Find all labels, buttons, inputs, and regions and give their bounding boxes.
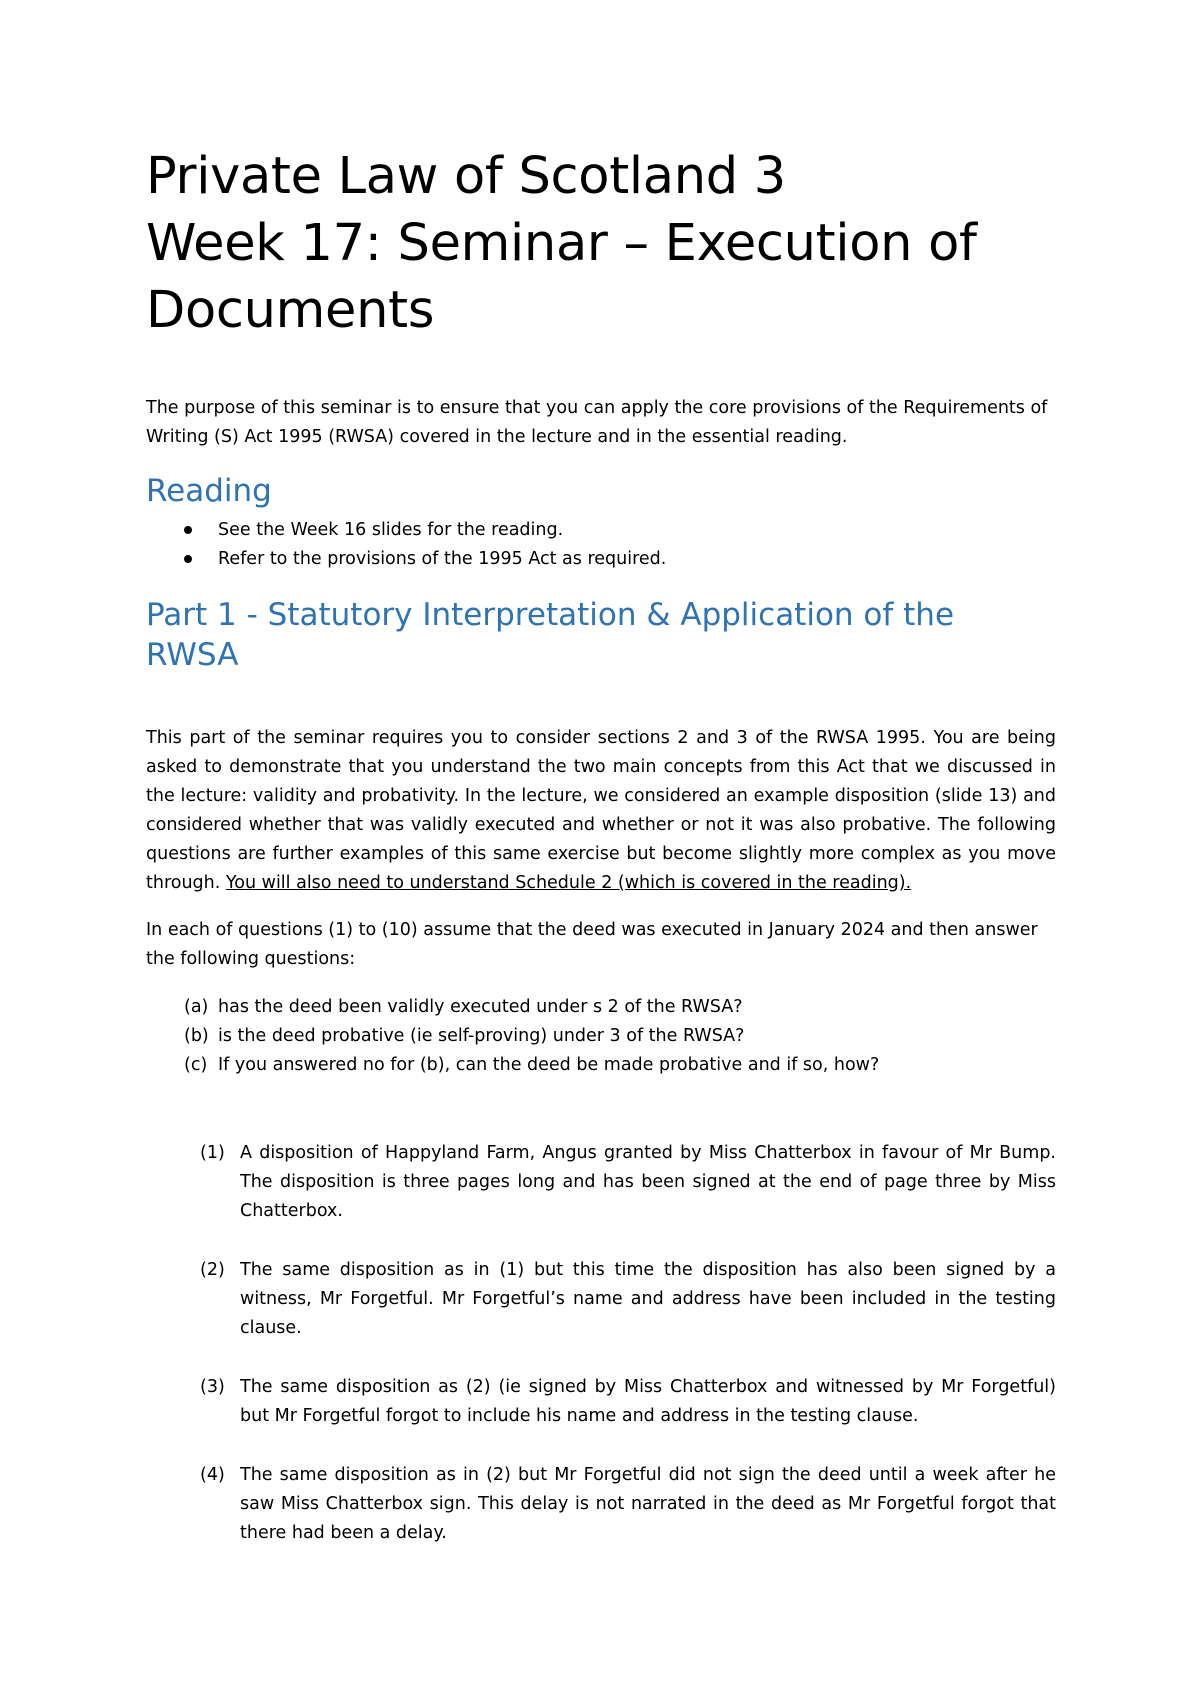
list-item: [146, 1051, 879, 1080]
schedule-2-note: You will also need to understand Schedule 2 (which is covered in the reading).: [225, 873, 912, 893]
list-marker: (a): [184, 997, 209, 1017]
sub-question-list: [146, 993, 879, 1080]
document-title: [146, 143, 1066, 344]
question-1: [200, 1139, 1056, 1226]
question-number: (2): [200, 1260, 225, 1280]
title-line-2: Week 17: Seminar – Execution of: [146, 214, 977, 273]
bullet-icon: [184, 526, 192, 534]
list-item: [146, 516, 666, 545]
reading-bullet-list: [146, 516, 666, 574]
question-2: [200, 1256, 1056, 1343]
part1-heading: Part 1 - Statutory Interpretation & Application of the RWSA: [146, 597, 955, 673]
sub-question-text: If you answered no for (b), can the deed be made probative and if so, how?: [218, 1055, 880, 1075]
intro-paragraph: The purpose of this seminar is to ensure that you can apply the core provisions of the Requirements of Writing (S) Act 1995 (RWSA) covered in the lecture and in the essential reading.: [146, 398, 1048, 447]
title-line-3: Documents: [146, 281, 435, 340]
question-text: The same disposition as in (1) but this time the disposition has also been signed by a witness, Mr Forgetful. Mr Forgetful’s name and address have been included in the testing clause.: [240, 1260, 1056, 1338]
sub-question-text: is the deed probative (ie self-proving) under 3 of the RWSA?: [218, 1026, 745, 1046]
part1-paragraph-1-text: This part of the seminar requires you to consider sections 2 and 3 of the RWSA 1995. You are being asked to demonstrate that you understand the two main concepts from this Act that we discussed in the lecture: validity and probativity. In the lecture, we considered an example disposition (slide 13) and considered whether that was validly executed and whether or not it was also probative. The following questions are further examples of this same exercise but become slightly more complex as you move through.: [146, 728, 1056, 893]
sub-question-text: has the deed been validly executed under s 2 of the RWSA?: [218, 997, 743, 1017]
list-item: [146, 1022, 879, 1051]
list-marker: (c): [184, 1055, 208, 1075]
question-text: The same disposition as in (2) but Mr Forgetful did not sign the deed until a week after he saw Miss Chatterbox sign. This delay is not narrated in the deed as Mr Forgetful forgot that there had been a delay.: [240, 1465, 1056, 1543]
part1-paragraph-1: [146, 724, 1056, 898]
question-text: The same disposition as (2) (ie signed by Miss Chatterbox and witnessed by Mr Forgetful) but Mr Forgetful forgot to include his name and address in the testing clause.: [240, 1377, 1056, 1426]
question-number: (1): [200, 1143, 225, 1163]
list-marker: (b): [184, 1026, 209, 1046]
question-3: [200, 1373, 1056, 1431]
question-number: (4): [200, 1465, 225, 1485]
title-line-1: Private Law of Scotland 3: [146, 147, 786, 206]
question-text: A disposition of Happyland Farm, Angus granted by Miss Chatterbox in favour of Mr Bump. The disposition is three pages long and has been signed at the end of page three by Miss Chatterbox.: [240, 1143, 1056, 1221]
part1-paragraph-2: In each of questions (1) to (10) assume that the deed was executed in January 2024 and then answer the following questions:: [146, 920, 1038, 969]
list-item: [146, 993, 879, 1022]
reading-heading: Reading: [146, 473, 272, 509]
bullet-icon: [184, 555, 192, 563]
question-4: [200, 1461, 1056, 1548]
bullet-text: See the Week 16 slides for the reading.: [218, 520, 564, 540]
list-item: [146, 545, 666, 574]
question-number: (3): [200, 1377, 225, 1397]
bullet-text: Refer to the provisions of the 1995 Act as required.: [218, 549, 667, 569]
